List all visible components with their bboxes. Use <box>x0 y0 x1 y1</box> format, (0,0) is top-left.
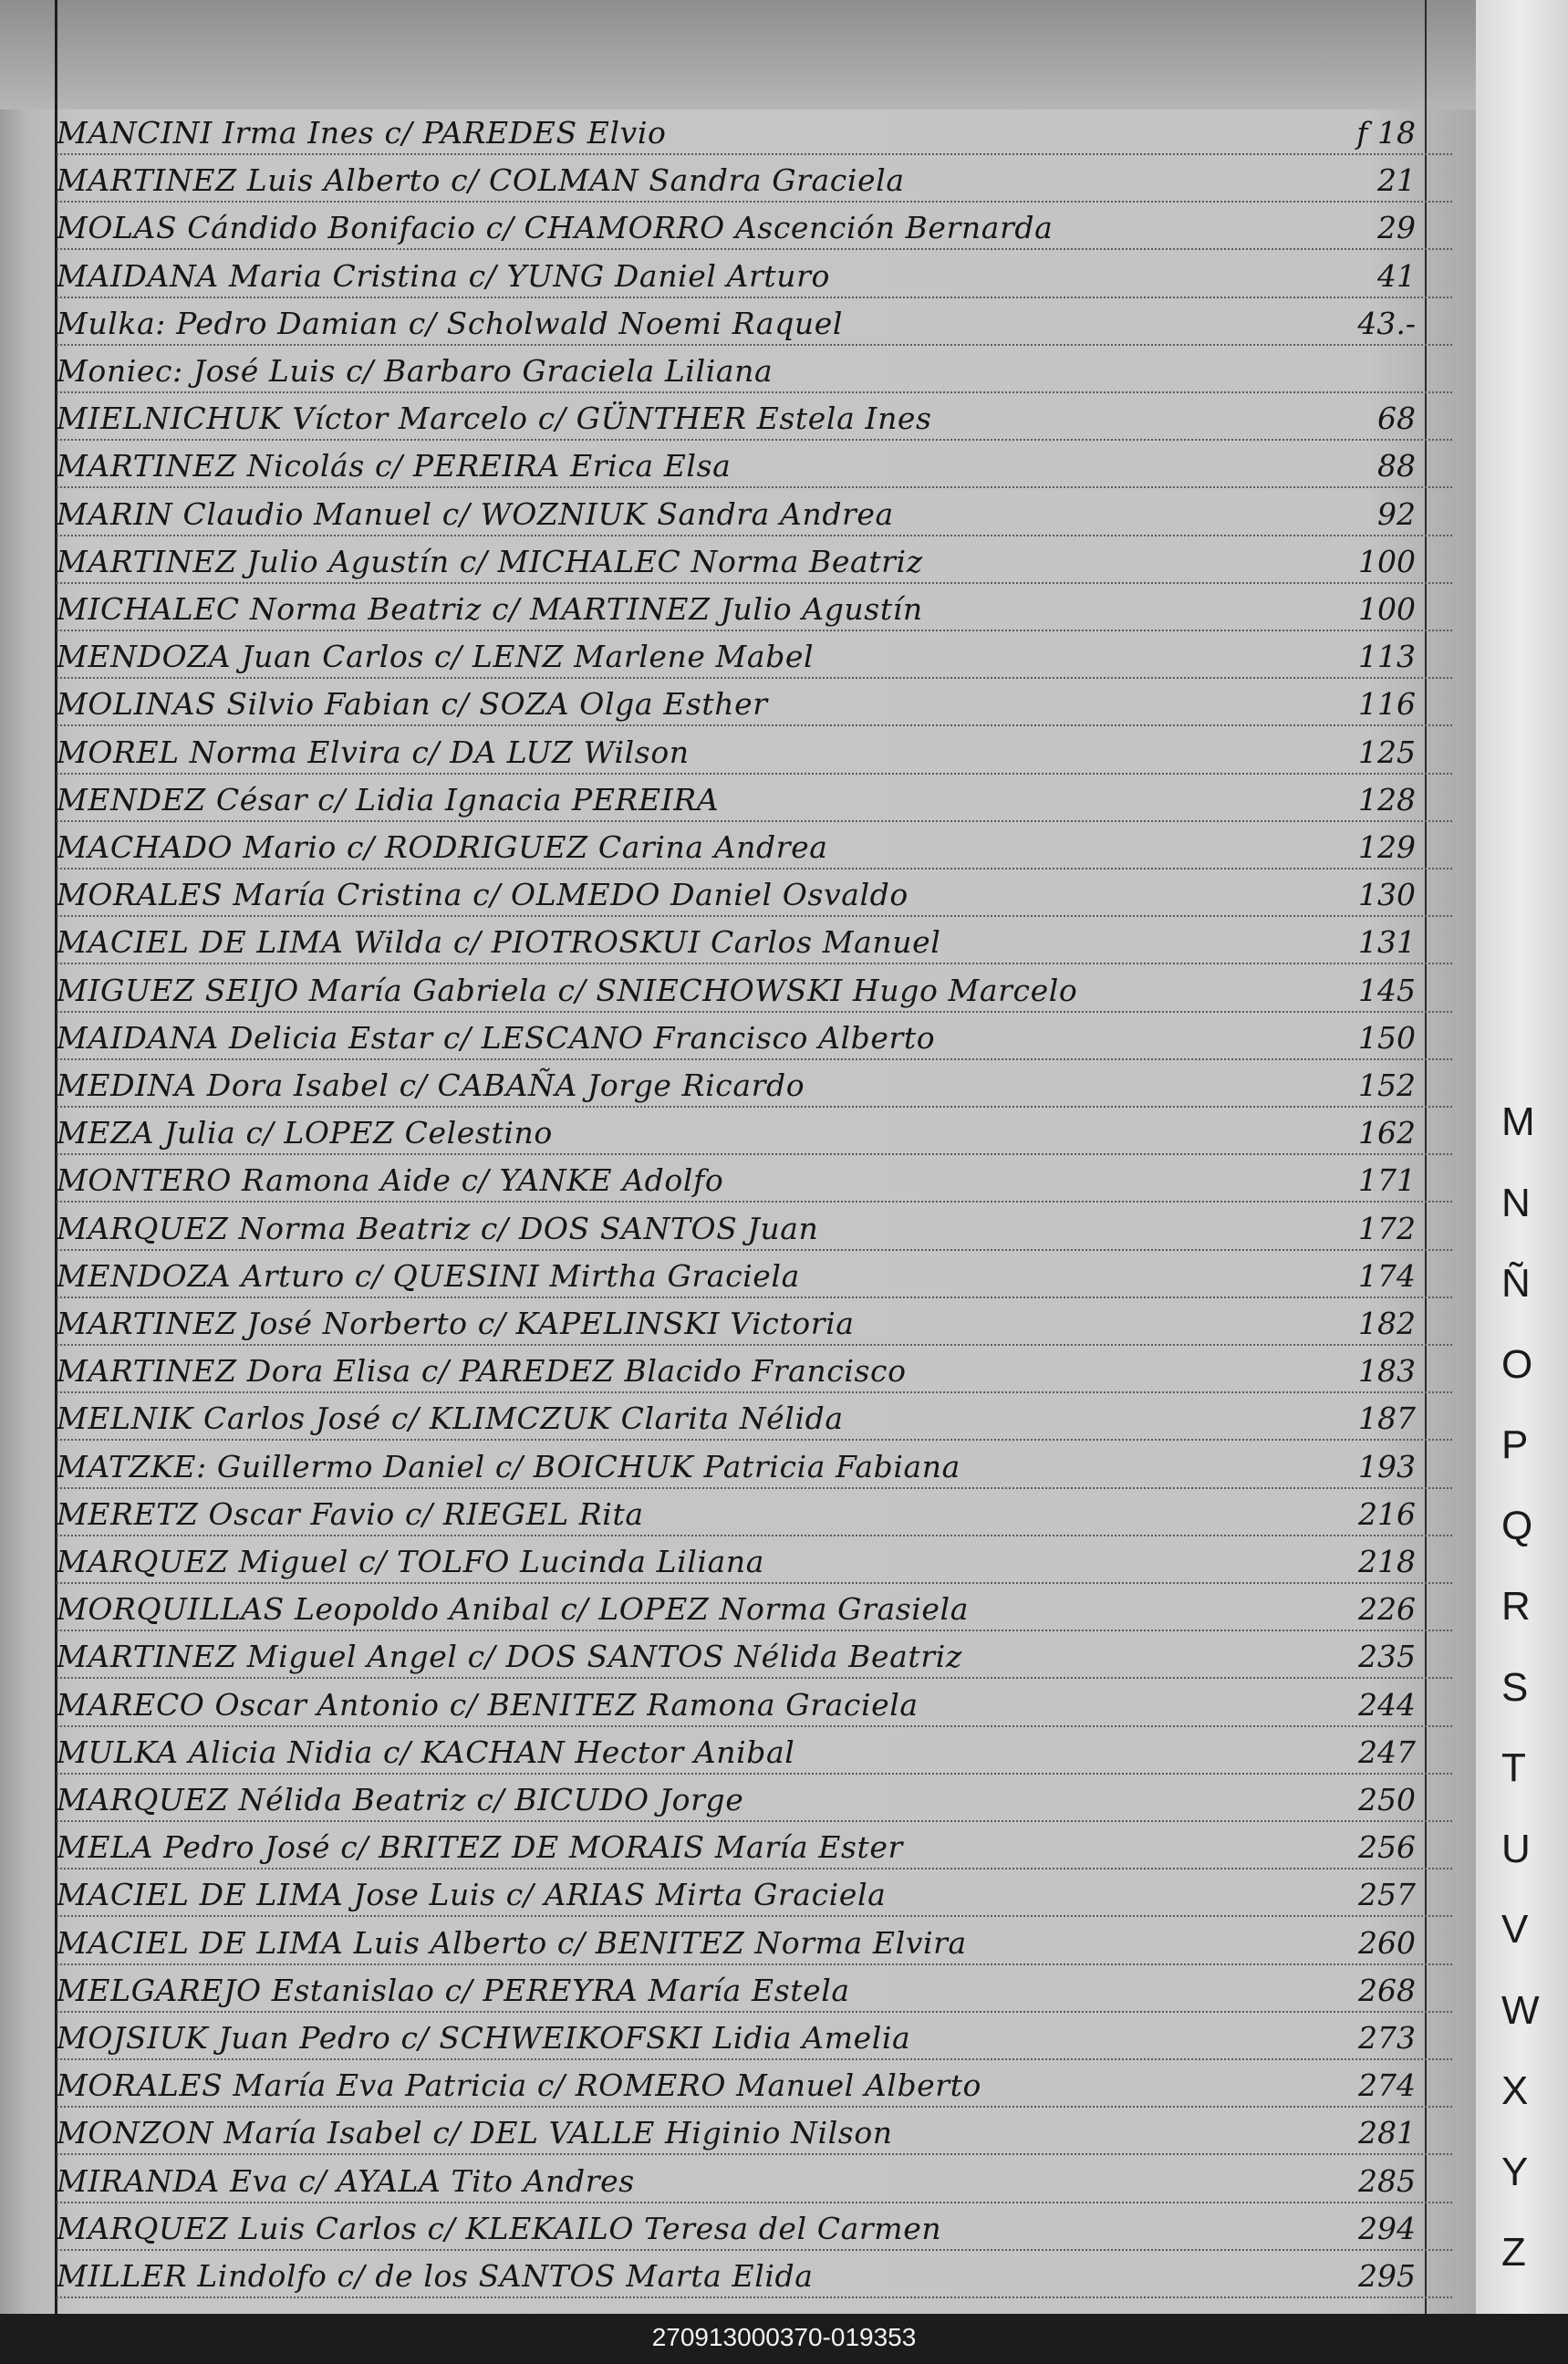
ledger-entry <box>0 1349 1459 1393</box>
ruled-line <box>57 630 1452 631</box>
ruled-line <box>57 1297 1452 1298</box>
ledger-entry <box>0 1111 1459 1155</box>
entry-names: MAIDANA Maria Cristina c/ YUNG Daniel Arturo <box>57 257 830 294</box>
ruled-line <box>57 1630 1452 1631</box>
ruled-line <box>57 1487 1452 1489</box>
ledger-entry <box>0 111 1459 155</box>
ruled-line <box>57 2106 1452 2108</box>
index-tab-letter[interactable]: Y <box>1501 2149 1529 2194</box>
entry-folio: 182 <box>1358 1306 1416 1341</box>
ledger-entry <box>0 397 1459 441</box>
entry-folio: 226 <box>1358 1591 1416 1628</box>
entry-names: MARTINEZ Nicolás c/ PEREIRA Erica Elsa <box>57 448 732 484</box>
ledger-entry <box>0 302 1459 346</box>
ledger-entry <box>0 493 1459 536</box>
entry-names: MENDEZ César c/ Lidia Ignacia PEREIRA <box>57 781 720 818</box>
entry-folio: 218 <box>1358 1544 1416 1579</box>
entry-folio: 285 <box>1358 2162 1416 2199</box>
entry-names: MEZA Julia c/ LOPEZ Celestino <box>57 1115 553 1151</box>
index-tab-letter[interactable]: W <box>1501 1987 1540 2033</box>
ruled-line <box>57 1106 1452 1108</box>
index-tab-letter[interactable]: S <box>1501 1664 1529 1710</box>
ledger-entry <box>0 1064 1459 1108</box>
ruled-line <box>57 1582 1452 1584</box>
ledger-entry <box>0 1731 1459 1775</box>
ledger-entry <box>0 1207 1459 1251</box>
ruled-line <box>57 773 1452 775</box>
ledger-entry <box>0 159 1459 203</box>
entry-names: MELGAREJO Estanislao c/ PEREYRA María Estela <box>57 1972 850 2008</box>
ruled-line <box>57 1773 1452 1775</box>
entry-names: MONZON María Isabel c/ DEL VALLE Higinio Nilson <box>57 2115 893 2151</box>
ledger-entry <box>0 1683 1459 1727</box>
ruled-line <box>57 2202 1452 2203</box>
ruled-line <box>57 391 1452 393</box>
index-tab-letter[interactable]: M <box>1501 1099 1535 1144</box>
ruled-line <box>57 1868 1452 1869</box>
entry-folio: 172 <box>1358 1210 1416 1246</box>
index-tab-letter[interactable]: O <box>1501 1341 1533 1387</box>
entry-names: MOLINAS Silvio Fabian c/ SOZA Olga Esther <box>57 686 768 723</box>
ruled-line <box>57 486 1452 488</box>
ruled-line <box>57 724 1452 726</box>
entry-folio: 129 <box>1358 829 1416 865</box>
ruled-line <box>57 1344 1452 1346</box>
entry-names: MACIEL DE LIMA Jose Luis c/ ARIAS Mirta Graciela <box>57 1877 887 1913</box>
entry-folio: 193 <box>1358 1448 1416 1484</box>
entry-folio: 260 <box>1358 1924 1416 1961</box>
entry-names: MACIEL DE LIMA Wilda c/ PIOTROSKUI Carlos Manuel <box>57 924 941 961</box>
entry-names: Mulka: Pedro Damian c/ Scholwald Noemi Raquel <box>57 305 844 341</box>
entry-names: MARTINEZ Miguel Angel c/ DOS SANTOS Nélida Beatriz <box>57 1639 962 1675</box>
ruled-line <box>57 2249 1452 2251</box>
entry-folio: 68 <box>1377 401 1416 437</box>
ledger-entry <box>0 1159 1459 1203</box>
ledger-entry <box>0 1588 1459 1631</box>
ruled-line <box>57 582 1452 584</box>
entry-folio: 273 <box>1358 2020 1416 2056</box>
entry-names: MIELNICHUK Víctor Marcelo c/ GÜNTHER Estela Ines <box>57 401 932 437</box>
ledger-entry <box>0 731 1459 775</box>
entry-folio: 43.- <box>1357 305 1416 341</box>
ledger-entry <box>0 1397 1459 1441</box>
entry-folio: 92 <box>1377 495 1416 532</box>
entry-names: MIGUEZ SEIJO María Gabriela c/ SNIECHOWSKI Hugo Marcelo <box>57 972 1078 1008</box>
entry-names: MENDOZA Juan Carlos c/ LENZ Marlene Mabel <box>57 639 815 675</box>
ruled-line <box>57 1011 1452 1013</box>
ruled-line <box>57 2011 1452 2013</box>
entry-folio: 88 <box>1377 448 1416 484</box>
ledger-entry <box>0 1921 1459 1965</box>
entry-folio: 145 <box>1358 972 1416 1008</box>
entry-folio: 21 <box>1377 162 1416 199</box>
entry-folio: 130 <box>1358 877 1416 913</box>
entry-names: MARTINEZ Dora Elisa c/ PAREDEZ Blacido Francisco <box>57 1353 907 1390</box>
entry-folio: 29 <box>1377 210 1416 246</box>
ledger-entry <box>0 1445 1459 1489</box>
entry-names: MEDINA Dora Isabel c/ CABAÑA Jorge Ricardo <box>57 1067 805 1103</box>
entry-names: MAIDANA Delicia Estar c/ LESCANO Francisco Alberto <box>57 1019 936 1056</box>
ruled-line <box>57 1535 1452 1536</box>
index-tab-letter[interactable]: U <box>1501 1826 1531 1871</box>
entry-folio: 174 <box>1358 1257 1416 1294</box>
index-tab-letter[interactable]: R <box>1501 1584 1531 1629</box>
entry-folio: 131 <box>1358 924 1416 961</box>
index-tab-letter[interactable]: X <box>1501 2068 1529 2113</box>
ruled-line <box>57 439 1452 441</box>
ledger-entry <box>0 778 1459 822</box>
ledger-entry <box>0 2064 1459 2108</box>
entry-names: MOLAS Cándido Bonifacio c/ CHAMORRO Ascención Bernarda <box>57 210 1054 246</box>
entry-names: MARQUEZ Norma Beatriz c/ DOS SANTOS Juan <box>57 1210 819 1246</box>
entry-names: MARQUEZ Miguel c/ TOLFO Lucinda Liliana <box>57 1544 764 1579</box>
entry-folio: 294 <box>1358 2210 1416 2246</box>
ruled-line <box>57 868 1452 870</box>
entry-folio: 41 <box>1377 257 1416 294</box>
ledger-entry <box>0 444 1459 488</box>
ruled-line <box>57 2153 1452 2155</box>
ledger-entry <box>0 1493 1459 1536</box>
ruled-line <box>57 1439 1452 1441</box>
entry-folio: 256 <box>1358 1829 1416 1866</box>
ruled-line <box>57 1677 1452 1679</box>
ledger-entry <box>0 2255 1459 2298</box>
entry-folio: 274 <box>1358 2067 1416 2104</box>
index-tab-letter[interactable]: Z <box>1501 2230 1526 2275</box>
ledger-entry <box>0 2160 1459 2203</box>
entry-folio: 247 <box>1358 1734 1416 1770</box>
entry-folio: 125 <box>1358 734 1416 770</box>
ruled-line <box>57 1249 1452 1251</box>
ledger-entry <box>0 1873 1459 1917</box>
ruled-line <box>57 1201 1452 1203</box>
ruled-line <box>57 963 1452 964</box>
ledger-entry <box>0 206 1459 250</box>
entry-names: MARIN Claudio Manuel c/ WOZNIUK Sandra Andrea <box>57 495 894 532</box>
ruled-line <box>57 1820 1452 1822</box>
ruled-line <box>57 535 1452 536</box>
entry-names: MACIEL DE LIMA Luis Alberto c/ BENITEZ Norma Elvira <box>57 1924 967 1961</box>
ruled-line <box>57 201 1452 203</box>
entry-names: MIRANDA Eva c/ AYALA Tito Andres <box>57 2162 635 2199</box>
entry-names: MOREL Norma Elvira c/ DA LUZ Wilson <box>57 734 690 770</box>
ruled-line <box>57 248 1452 250</box>
ledger-entry <box>0 1302 1459 1346</box>
entry-folio: 295 <box>1358 2258 1416 2294</box>
ledger-entry <box>0 1255 1459 1298</box>
index-tab-letter[interactable]: N <box>1501 1180 1531 1225</box>
entry-folio: 116 <box>1358 686 1416 723</box>
index-tab-letter[interactable]: Ñ <box>1501 1261 1531 1306</box>
entry-folio: 216 <box>1358 1495 1416 1532</box>
ledger-entry <box>0 635 1459 679</box>
ruled-line <box>57 1153 1452 1155</box>
ledger-entry <box>0 1826 1459 1869</box>
entry-names: MORALES María Cristina c/ OLMEDO Daniel Osvaldo <box>57 877 909 913</box>
entry-folio: f 18 <box>1356 115 1416 151</box>
index-tab-letter[interactable]: V <box>1501 1907 1529 1952</box>
ledger-entry <box>0 1540 1459 1584</box>
entry-folio: 100 <box>1358 591 1416 627</box>
entry-names: Moniec: José Luis c/ Barbaro Graciela Liliana <box>57 353 774 389</box>
ledger-entry <box>0 2207 1459 2251</box>
ledger-entry <box>0 682 1459 726</box>
ruled-line <box>57 820 1452 822</box>
entry-names: MENDOZA Arturo c/ QUESINI Mirtha Graciela <box>57 1257 800 1294</box>
entry-names: MARQUEZ Nélida Beatriz c/ BICUDO Jorge <box>57 1782 744 1817</box>
ledger-entry <box>0 969 1459 1013</box>
ledger-entry <box>0 2016 1459 2060</box>
entry-names: MORQUILLAS Leopoldo Anibal c/ LOPEZ Norma Grasiela <box>57 1591 969 1628</box>
entry-folio: 281 <box>1358 2115 1416 2151</box>
ruled-line <box>57 1963 1452 1965</box>
ledger-entry <box>0 540 1459 584</box>
entry-folio: 128 <box>1358 781 1416 818</box>
entry-names: MOJSIUK Juan Pedro c/ SCHWEIKOFSKI Lidia Amelia <box>57 2020 911 2056</box>
entry-names: MARECO Oscar Antonio c/ BENITEZ Ramona Graciela <box>57 1686 919 1723</box>
entry-folio: 113 <box>1358 639 1416 675</box>
ledger-entry <box>0 255 1459 298</box>
entry-folio: 187 <box>1358 1401 1416 1437</box>
ledger-entry <box>0 349 1459 393</box>
entry-folio: 257 <box>1358 1877 1416 1913</box>
entry-names: MORALES María Eva Patricia c/ ROMERO Manuel Alberto <box>57 2067 982 2104</box>
entry-folio: 235 <box>1358 1639 1416 1675</box>
entry-folio: 100 <box>1358 543 1416 579</box>
entry-names: MULKA Alicia Nidia c/ KACHAN Hector Anibal <box>57 1734 795 1770</box>
entry-names: MARTINEZ Luis Alberto c/ COLMAN Sandra Graciela <box>57 162 905 199</box>
entry-folio: 171 <box>1358 1162 1416 1199</box>
entry-names: MANCINI Irma Ines c/ PAREDES Elvio <box>57 115 667 151</box>
entry-names: MONTERO Ramona Aide c/ YANKE Adolfo <box>57 1162 724 1199</box>
index-tab-letter[interactable]: Q <box>1501 1503 1533 1548</box>
ruled-line <box>57 153 1452 155</box>
ledger-entry <box>0 1969 1459 2013</box>
ledger-entry <box>0 921 1459 964</box>
entry-folio: 152 <box>1358 1067 1416 1103</box>
entry-names: MELNIK Carlos José c/ KLIMCZUK Clarita Nélida <box>57 1401 844 1437</box>
entry-names: MARTINEZ José Norberto c/ KAPELINSKI Victoria <box>57 1306 855 1341</box>
entry-folio: 183 <box>1358 1353 1416 1390</box>
entry-folio: 150 <box>1358 1019 1416 1056</box>
ruled-line <box>57 297 1452 298</box>
footer-code: 270913000370-019353 <box>651 2323 917 2351</box>
ledger-entry <box>0 2111 1459 2155</box>
ledger-entry <box>0 1635 1459 1679</box>
ledger-entry <box>0 826 1459 870</box>
alphabet-index-tabs <box>1476 0 1568 2314</box>
ruled-line <box>57 1391 1452 1393</box>
entry-names: MARQUEZ Luis Carlos c/ KLEKAILO Teresa del Carmen <box>57 2210 942 2246</box>
index-tab-letter[interactable]: P <box>1501 1422 1529 1467</box>
entry-names: MATZKE: Guillermo Daniel c/ BOICHUK Patricia Fabiana <box>57 1448 961 1484</box>
entry-folio: 244 <box>1358 1686 1416 1723</box>
entry-names: MERETZ Oscar Favio c/ RIEGEL Rita <box>57 1495 644 1532</box>
ruled-line <box>57 915 1452 917</box>
ruled-line <box>57 1725 1452 1727</box>
ledger-entry <box>0 1778 1459 1822</box>
entry-names: MICHALEC Norma Beatriz c/ MARTINEZ Julio Agustín <box>57 591 923 627</box>
ledger-entry <box>0 873 1459 917</box>
ruled-line <box>57 344 1452 346</box>
ruled-line <box>57 2058 1452 2060</box>
entry-names: MACHADO Mario c/ RODRIGUEZ Carina Andrea <box>57 829 828 865</box>
entry-names: MILLER Lindolfo c/ de los SANTOS Marta Elida <box>57 2258 814 2294</box>
ruled-line <box>57 2296 1452 2298</box>
entry-names: MELA Pedro José c/ BRITEZ DE MORAIS María Ester <box>57 1829 903 1866</box>
index-tab-letter[interactable]: T <box>1501 1745 1526 1790</box>
entry-folio: 250 <box>1358 1782 1416 1817</box>
entry-names: MARTINEZ Julio Agustín c/ MICHALEC Norma Beatriz <box>57 543 923 579</box>
entry-folio: 268 <box>1358 1972 1416 2008</box>
ledger-entry <box>0 1016 1459 1060</box>
ruled-line <box>57 677 1452 679</box>
entry-folio: 162 <box>1358 1115 1416 1151</box>
ruled-line <box>57 1915 1452 1917</box>
ledger-entry <box>0 588 1459 631</box>
ruled-line <box>57 1058 1452 1060</box>
